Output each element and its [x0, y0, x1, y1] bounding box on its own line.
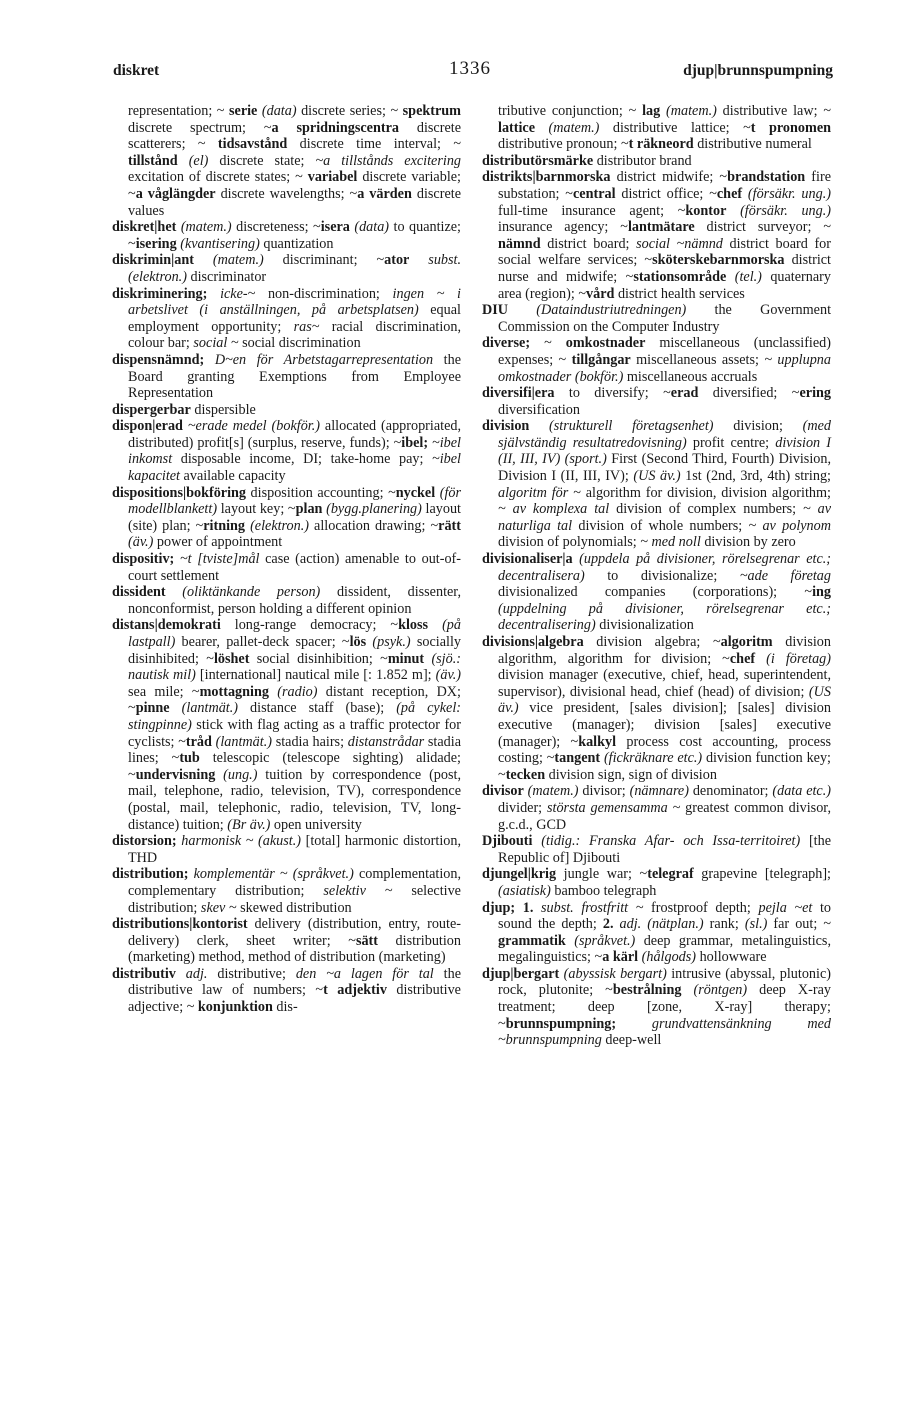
dictionary-entry: dispergerbar dispersible: [112, 401, 256, 418]
right-guide-word: djup|brunnspumpning: [683, 62, 833, 79]
entry-continuation: tributive conjunction; ~ lag (matem.) distributive law; ~ lattice (matem.) distributive lattice; ~t pronomen distributive pronoun; ~t räkneord distributive numeral: [498, 103, 832, 153]
page-number: 1336: [449, 58, 491, 79]
dictionary-entry: distans|demokrati long-range democracy; ~kloss (på lastpall) bearer, pallet-deck spacer; ~lös (psyk.) socially disinhibited; ~löshet social disinhibition; ~minut (sjö.: nautisk mil) [international] nautical mile [: 1.852 m]; (äv.) sea mile; ~mottagning (radio) distant reception, DX; ~pinne (lantmät.) distance staff (base); (på cykel: stingpinne) stick with flag acting as a traffic protector for cyclists; ~tråd (lantmät.) stadia hairs; distanstrådar stadia lines; ~tub telescopic (telescope sighting) alidade; ~undervisning (ung.) tuition by correspondence (post, mail, telephone, radio, television, TV), correspondence (postal, mail, telephonic, radio, television, TV, long-distance) tuition; (Br äv.) open university: [112, 617, 462, 833]
dictionary-entry: distorsion; harmonisk ~ (akust.) [total] harmonic distortion, THD: [112, 833, 461, 866]
dictionary-entry: divisor (matem.) divisor; (nämnare) denominator; (data etc.) divider; största gemensamma ~ greatest common divisor, g.c.d., GCD: [482, 783, 832, 833]
dictionary-entry: djup|bergart (abyssisk bergart) intrusive (abyssal, plutonic) rock, plutonite; ~bestrålning (röntgen) deep X-ray treatment; deep [zone, X-ray] therapy; ~brunnspumpning; grundvattensänkning med ~brunnspumpning deep-well: [482, 965, 832, 1049]
dictionary-entry: diskriminering; icke-~ non-discrimination; ingen ~ i arbetslivet (i anställningen, på arbetsplatsen) equal employment opportunity; ras~ racial discrimination, colour bar; social ~ social discrimination: [112, 285, 461, 352]
dictionary-entry: division (strukturell företagsenhet) division; (med självständig resultatredovisning) profit centre; division I (II, III, IV) (sport.) First (Second Third, Fourth) Division, Division I (II, III, IV); (US äv.) 1st (2nd, 3rd, 4th) string; algoritm för ~ algorithm for division, division algorithm; ~ av komplexa tal division of complex numbers; ~ av naturliga tal division of whole numbers; ~ av polynom division of polynomials; ~ med noll division by zero: [482, 418, 831, 551]
dictionary-entry: diversifi|era to diversify; ~erad diversified; ~ering diversification: [482, 385, 831, 418]
dictionary-entry: distrikts|barnmorska district midwife; ~brandstation fire substation; ~central district office; ~chef (försäkr. ung.) full-time insurance agent; ~kontor (försäkr. ung.) insurance agency; ~lantmätare district surveyor; ~ nämnd district board; social ~nämnd district board for social welfare services; ~sköterskebarnmorska district nurse and midwife; ~stationsområde (tel.) quaternary area (region); ~vård district health services: [482, 169, 832, 302]
right-column: [482, 103, 831, 1049]
dictionary-entry: divisions|algebra division algebra; ~algoritm division algorithm, algorithm for division; ~chef (i företag) division manager (executive, chief, head, superintendent, supervisor), divisional head, chief (head) of division; (US äv.) vice president, [sales division]; [sales] division executive (manager); division [sales] executive (manager); ~kalkyl process cost accounting, process costing; ~tangent (fickräknare etc.) division function key; ~tecken division sign, sign of division: [482, 634, 831, 783]
entry-continuation: representation; ~ serie (data) discrete series; ~ spektrum discrete spectrum; ~a spridningscentra discrete scatterers; ~ tidsavstånd discrete time interval; ~ tillstånd (el) discrete state; ~a tillstånds excitering excitation of discrete states; ~ variabel discrete variable; ~a våglängder discrete wavelengths; ~a värden discrete values: [128, 103, 462, 219]
dictionary-entry: djungel|krig jungle war; ~telegraf grapevine [telegraph]; (asiatisk) bamboo telegraph: [482, 866, 831, 899]
dictionary-entry: diskret|het (matem.) discreteness; ~isera (data) to quantize; ~isering (kvantisering) quantization: [112, 219, 462, 252]
dictionary-entry: diskrimin|ant (matem.) discriminant; ~ator subst. (elektron.) discriminator: [112, 252, 462, 285]
dictionary-entry: distributions|kontorist delivery (distribution, entry, route-delivery) clerk, sheet writer; ~sätt distribution (marketing) method, method of distribution (marketing): [112, 916, 461, 966]
dictionary-entry: DIU (Dataindustriutredningen) the Government Commission on the Computer Industry: [482, 302, 832, 335]
left-guide-word: diskret: [113, 62, 160, 79]
left-column: [112, 103, 461, 1016]
dictionary-entry: distributiv adj. distributive; den ~a lagen för tal the distributive law of numbers; ~t adjektiv distributive adjective; ~ konjunktion dis-: [112, 965, 461, 1016]
dictionary-entry: dispon|erad ~erade medel (bokför.) allocated (appropriated, distributed) profit[s] (surplus, reserve, funds); ~ibel; ~ibel inkomst disposable income, DI; take-home pay; ~ibel kapacitet available capacity: [112, 418, 462, 485]
dictionary-entry: dissident (oliktänkande person) dissident, dissenter, nonconformist, person holding a different opinion: [112, 584, 462, 617]
dictionary-entry: divisionaliser|a (uppdela på divisioner, rörelsegrenar etc.; decentralisera) to divisionalize; ~ade företag divisionalized companies (corporations); ~ing (uppdelning på divisioner, rörelsegrenar etc.; decentralisering) divisionalization: [482, 551, 832, 634]
dictionary-entry: dispositiv; ~t [tviste]mål case (action) amenable to out-of-court settlement: [112, 551, 462, 584]
dictionary-entry: Djibouti (tidig.: Franska Afar- och Issa-territoiret) [the Republic of] Djibouti: [482, 833, 832, 866]
dictionary-entry: distribution; komplementär ~ (språkvet.) complementation, complementary distribution; selektiv ~ selective distribution; skev ~ skewed distribution: [112, 866, 461, 916]
dictionary-entry: dispensnämnd; D~en för Arbetstagarrepresentation the Board granting Exemptions from Employee Representation: [112, 351, 462, 402]
dictionary-entry: djup; 1. subst. frostfritt ~ frostproof depth; pejla ~et to sound the depth; 2. adj. (nätplan.) rank; (sl.) far out; ~ grammatik (språkvet.) deep grammar, metalinguistics, megalinguistics; ~a kärl (hålgods) hollowware: [482, 899, 832, 966]
dictionary-entry: dispositions|bokföring disposition accounting; ~nyckel (för modellblankett) layout key; ~plan (bygg.planering) layout (site) plan; ~ritning (elektron.) allocation drawing; ~rätt (äv.) power of appointment: [112, 484, 462, 551]
page-header: [113, 58, 833, 88]
dictionary-entry: diverse; ~ omkostnader miscellaneous (unclassified) expenses; ~ tillgångar miscellaneous assets; ~ upplupna omkostnader (bokför.) miscellaneous accruals: [482, 335, 831, 385]
dictionary-entry: distributörsmärke distributor brand: [482, 152, 692, 169]
